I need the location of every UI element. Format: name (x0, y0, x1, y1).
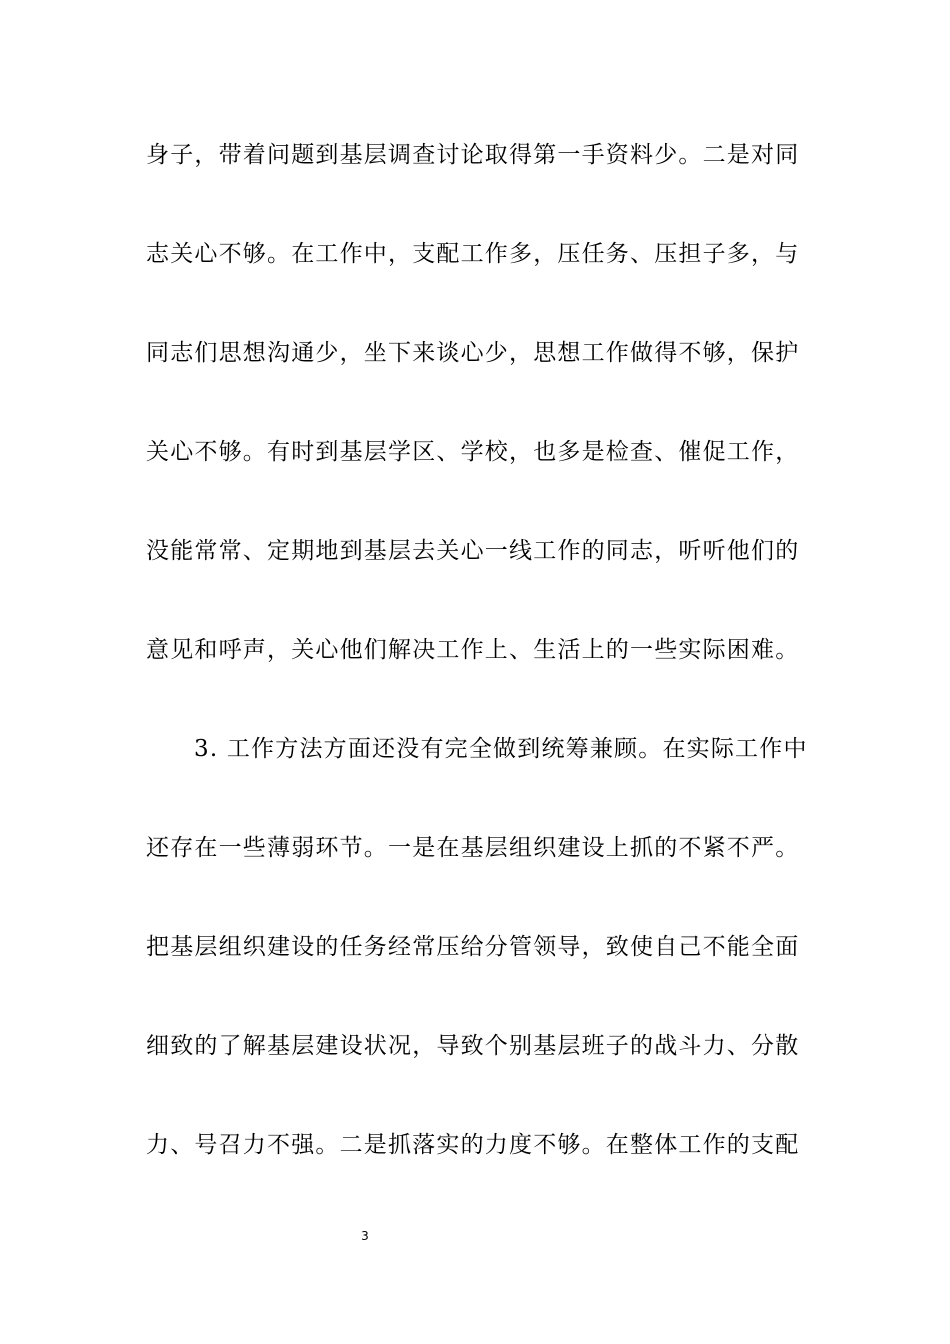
text-line: 力、号召力不强。二是抓落实的力度不够。在整体工作的支配 (146, 1132, 800, 1158)
body-text (146, 133, 806, 1222)
text-line: 志关心不够。在工作中，支配工作多，压任务、压担子多，与 (146, 241, 800, 267)
paragraph-start-line: 3. 工作方法方面还没有完全做到统筹兼顾。在实际工作中 (194, 736, 808, 762)
text-line: 没能常常、定期地到基层去关心一线工作的同志，听听他们的 (146, 538, 800, 564)
text-line: 同志们思想沟通少，坐下来谈心少，思想工作做得不够，保护 (146, 340, 800, 366)
page-number: 3 (361, 1229, 369, 1243)
text-line: 关心不够。有时到基层学区、学校，也多是检查、催促工作， (146, 439, 800, 465)
text-line: 身子，带着问题到基层调查讨论取得第一手资料少。二是对同 (146, 142, 800, 168)
text-line: 把基层组织建设的任务经常压给分管领导，致使自己不能全面 (146, 934, 800, 960)
text-line: 细致的了解基层建设状况，导致个别基层班子的战斗力、分散 (146, 1033, 800, 1059)
text-line: 还存在一些薄弱环节。一是在基层组织建设上抓的不紧不严。 (146, 835, 800, 861)
text-line: 意见和呼声，关心他们解决工作上、生活上的一些实际困难。 (146, 637, 800, 663)
